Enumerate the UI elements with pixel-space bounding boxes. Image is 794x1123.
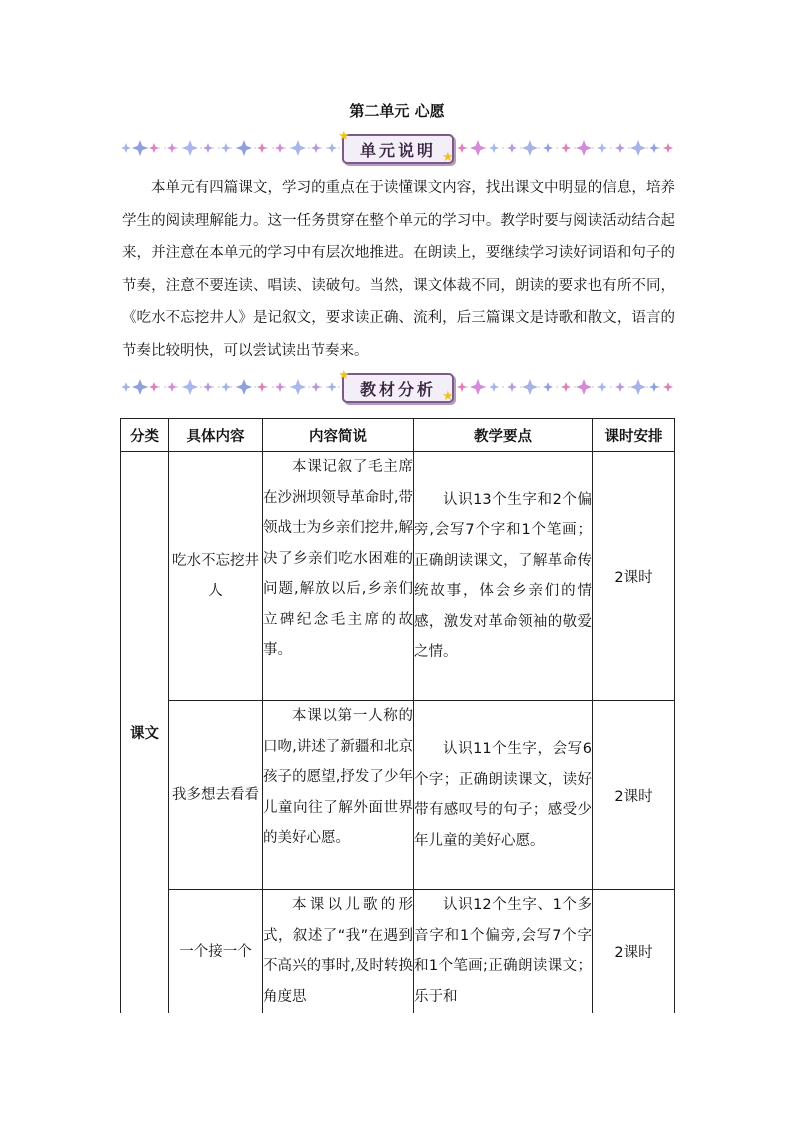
sparkle-icon — [275, 382, 285, 392]
table-row — [121, 452, 675, 701]
sparkle-icon — [543, 143, 553, 153]
sparkle-icon — [597, 143, 607, 153]
sparkle-icon — [182, 379, 198, 395]
column-header: 内容简说 — [263, 419, 414, 452]
sparkle-icon — [561, 382, 571, 392]
column-header: 课时安排 — [593, 419, 675, 452]
sparkle-icon — [663, 143, 673, 153]
sparkle-icon — [522, 140, 538, 156]
sparkle-icon — [470, 379, 486, 395]
teaching-points: 认识11个生字，会写6个字；正确朗读课文，读好带有感叹号的句子；感受少年儿童的美好心愿。 — [414, 701, 593, 890]
sparkle-icon — [561, 143, 571, 153]
section-banner-unit — [120, 129, 674, 165]
lesson-name: 我多想去看看 — [169, 701, 263, 890]
column-header: 具体内容 — [169, 419, 263, 452]
sparkle-icon — [221, 143, 231, 153]
sparkle-icon — [132, 140, 148, 156]
lesson-name: 一个接一个 — [169, 890, 263, 1014]
sparkle-icon — [290, 379, 306, 395]
sparkle-icon — [615, 382, 625, 392]
category-cell: 课文 — [121, 452, 169, 1014]
sparkle-icon — [327, 382, 337, 392]
sparkle-icon — [132, 379, 148, 395]
sparkle-icon — [221, 382, 231, 392]
star-icon: ★ — [338, 368, 350, 383]
section-heading: 教材分析 — [359, 379, 436, 399]
section-heading: 单元说明 — [359, 140, 436, 160]
sparkle-icon — [236, 379, 252, 395]
sparkle-icon — [275, 143, 285, 153]
column-header: 分类 — [121, 419, 169, 452]
unit-description: 本单元有四篇课文，学习的重点在于读懂课文内容，找出课文中明显的信息，培养学生的阅读理解能力。这一任务贯穿在整个单元的学习中。教学时要与阅读活动结合起来，并注意在本单元的学习中有层次地推进。在朗读上，要继续学习读好词语和句子的节奏，注意不要连读、唱读、读破句。当然，课文体裁不同，朗读的要求也有所不同，《吃水不忘挖井人》是记叙文，要求读正确、流利，后三篇课文是诗歌和散文，语言的节奏比较明快，可以尝试读出节奏来。 — [122, 180, 675, 359]
sparkle-icon — [203, 143, 213, 153]
section-heading-plate — [342, 134, 454, 164]
sparkle-icon — [257, 382, 267, 392]
section-banner-analysis — [120, 368, 674, 404]
teaching-points: 认识12个生字、1个多音字和1个偏旁,会写7个字和1个笔画;正确朗读课文；乐于和 — [414, 890, 593, 1014]
star-icon: ★ — [338, 129, 350, 144]
column-header: 教学要点 — [414, 419, 593, 452]
sparkle-icon — [576, 379, 592, 395]
sparkle-icon — [311, 143, 321, 153]
sparkle-icon — [630, 379, 646, 395]
sparkle-icon — [327, 143, 337, 153]
lesson-summary: 本课以儿歌的形式，叙述了“我”在遇到不高兴的事时,及时转换角度思 — [263, 890, 414, 1014]
sparkle-icon — [121, 382, 131, 392]
sparkle-icon — [257, 143, 267, 153]
sparkle-icon — [457, 143, 467, 153]
sparkle-icon — [630, 140, 646, 156]
sparkle-icon — [167, 143, 177, 153]
table-row — [121, 701, 675, 890]
lesson-summary: 本课以第一人称的口吻,讲述了新疆和北京孩子的愿望,抒发了少年儿童向往了解外面世界的美好心愿。 — [263, 701, 414, 890]
page-title: 第二单元 心愿 — [349, 102, 445, 120]
sparkle-icon — [121, 143, 131, 153]
star-icon: ★ — [442, 150, 454, 165]
sparkle-icon — [489, 382, 499, 392]
sparkle-icon — [149, 382, 159, 392]
sparkle-icon — [543, 382, 553, 392]
sparkle-icon — [507, 382, 517, 392]
sparkle-icon — [489, 143, 499, 153]
lesson-summary: 本课记叙了毛主席在沙洲坝领导革命时,带领战士为乡亲们挖井,解决了乡亲们吃水困难的问题,解放以后,乡亲们立碑纪念毛主席的故事。 — [263, 452, 414, 701]
class-hours: 2课时 — [593, 452, 675, 701]
sparkle-icon — [203, 382, 213, 392]
teaching-points: 认识13个生字和2个偏旁,会写7个字和1个笔画；正确朗读课文，了解革命传统故事，体会乡亲们的情感，激发对革命领袖的敬爱之情。 — [414, 452, 593, 701]
table-header-row — [121, 419, 675, 452]
class-hours: 2课时 — [593, 701, 675, 890]
sparkle-icon — [457, 382, 467, 392]
sparkle-icon — [649, 382, 659, 392]
sparkle-icon — [663, 382, 673, 392]
sparkle-icon — [576, 140, 592, 156]
sparkle-icon — [167, 382, 177, 392]
sparkle-icon — [522, 379, 538, 395]
sparkle-icon — [470, 140, 486, 156]
star-icon: ★ — [442, 389, 454, 404]
sparkle-icon — [507, 143, 517, 153]
sparkle-icon — [149, 143, 159, 153]
class-hours: 2课时 — [593, 890, 675, 1014]
sparkle-icon — [615, 143, 625, 153]
sparkle-icon — [236, 140, 252, 156]
table-row — [121, 890, 675, 1014]
sparkle-icon — [182, 140, 198, 156]
textbook-analysis-table — [120, 418, 675, 1013]
sparkle-icon — [649, 143, 659, 153]
section-heading-plate — [342, 373, 454, 403]
sparkle-icon — [597, 382, 607, 392]
sparkle-icon — [311, 382, 321, 392]
lesson-name: 吃水不忘挖井人 — [169, 452, 263, 701]
sparkle-icon — [290, 140, 306, 156]
